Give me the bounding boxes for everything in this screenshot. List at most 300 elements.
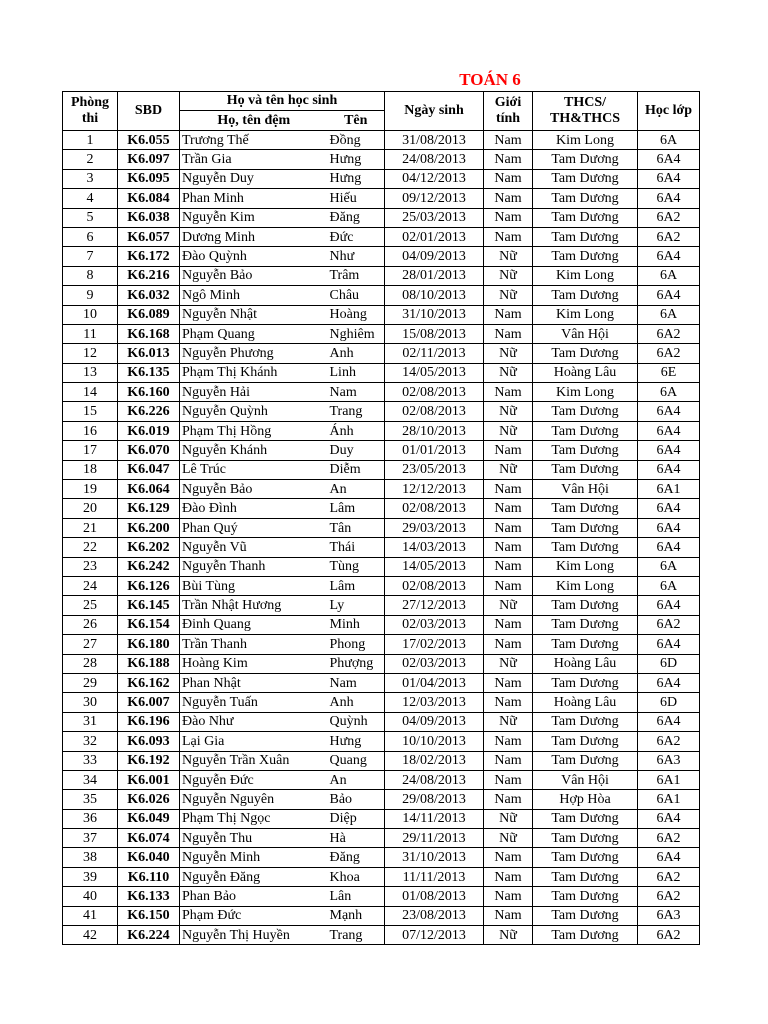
cell-ten: Diệp xyxy=(328,809,385,828)
cell-phong-thi: 12 xyxy=(63,344,118,363)
student-table xyxy=(62,91,700,945)
cell-sbd: K6.162 xyxy=(118,673,180,692)
cell-hoc-lop: 6A1 xyxy=(638,790,700,809)
table-row xyxy=(63,829,700,848)
cell-sbd: K6.110 xyxy=(118,867,180,886)
table-row xyxy=(63,480,700,499)
header-phong-thi: Phòng thi xyxy=(63,92,118,131)
cell-ngay-sinh: 15/08/2013 xyxy=(385,324,484,343)
cell-ten: Anh xyxy=(328,693,385,712)
table-row xyxy=(63,557,700,576)
cell-gioi-tinh: Nữ xyxy=(484,344,533,363)
cell-ngay-sinh: 02/11/2013 xyxy=(385,344,484,363)
cell-ngay-sinh: 02/01/2013 xyxy=(385,227,484,246)
cell-ten: Phong xyxy=(328,635,385,654)
cell-ngay-sinh: 01/01/2013 xyxy=(385,441,484,460)
cell-phong-thi: 13 xyxy=(63,363,118,382)
cell-ngay-sinh: 01/04/2013 xyxy=(385,673,484,692)
cell-ngay-sinh: 28/10/2013 xyxy=(385,421,484,440)
cell-ten: Duy xyxy=(328,441,385,460)
cell-truong: Tam Dương xyxy=(533,887,638,906)
table-row xyxy=(63,441,700,460)
cell-gioi-tinh: Nữ xyxy=(484,421,533,440)
cell-sbd: K6.040 xyxy=(118,848,180,867)
cell-sbd: K6.074 xyxy=(118,829,180,848)
cell-ho-ten-dem: Nguyễn Trần Xuân xyxy=(180,751,328,770)
table-row xyxy=(63,324,700,343)
cell-hoc-lop: 6A2 xyxy=(638,732,700,751)
table-row xyxy=(63,867,700,886)
cell-ten: Nam xyxy=(328,383,385,402)
cell-truong: Kim Long xyxy=(533,305,638,324)
cell-hoc-lop: 6A1 xyxy=(638,480,700,499)
cell-hoc-lop: 6A2 xyxy=(638,829,700,848)
cell-phong-thi: 23 xyxy=(63,557,118,576)
cell-phong-thi: 5 xyxy=(63,208,118,227)
table-row xyxy=(63,402,700,421)
cell-gioi-tinh: Nữ xyxy=(484,712,533,731)
cell-truong: Tam Dương xyxy=(533,615,638,634)
title-text: TOÁN 6 xyxy=(459,70,521,89)
cell-hoc-lop: 6A2 xyxy=(638,887,700,906)
cell-ngay-sinh: 17/02/2013 xyxy=(385,635,484,654)
cell-truong: Tam Dương xyxy=(533,421,638,440)
cell-truong: Tam Dương xyxy=(533,189,638,208)
table-row xyxy=(63,227,700,246)
cell-hoc-lop: 6D xyxy=(638,654,700,673)
cell-ngay-sinh: 28/01/2013 xyxy=(385,266,484,285)
cell-ho-ten-dem: Nguyễn Bảo xyxy=(180,480,328,499)
header-ngay-sinh: Ngày sinh xyxy=(385,92,484,131)
cell-hoc-lop: 6A xyxy=(638,576,700,595)
cell-ho-ten-dem: Nguyễn Nguyên xyxy=(180,790,328,809)
cell-truong: Tam Dương xyxy=(533,809,638,828)
cell-ho-ten-dem: Đinh Quang xyxy=(180,615,328,634)
cell-phong-thi: 15 xyxy=(63,402,118,421)
cell-phong-thi: 29 xyxy=(63,673,118,692)
cell-sbd: K6.226 xyxy=(118,402,180,421)
cell-ho-ten-dem: Đào Như xyxy=(180,712,328,731)
cell-ngay-sinh: 24/08/2013 xyxy=(385,770,484,789)
cell-gioi-tinh: Nam xyxy=(484,635,533,654)
cell-phong-thi: 33 xyxy=(63,751,118,770)
cell-ngay-sinh: 11/11/2013 xyxy=(385,867,484,886)
cell-sbd: K6.172 xyxy=(118,247,180,266)
table-row xyxy=(63,596,700,615)
cell-gioi-tinh: Nam xyxy=(484,499,533,518)
cell-hoc-lop: 6A4 xyxy=(638,635,700,654)
cell-ho-ten-dem: Nguyễn Bảo xyxy=(180,266,328,285)
cell-gioi-tinh: Nam xyxy=(484,480,533,499)
cell-hoc-lop: 6A4 xyxy=(638,189,700,208)
table-row xyxy=(63,732,700,751)
cell-ho-ten-dem: Phan Nhật xyxy=(180,673,328,692)
table-row xyxy=(63,518,700,537)
cell-gioi-tinh: Nữ xyxy=(484,286,533,305)
cell-ngay-sinh: 18/02/2013 xyxy=(385,751,484,770)
cell-sbd: K6.126 xyxy=(118,576,180,595)
cell-phong-thi: 4 xyxy=(63,189,118,208)
cell-gioi-tinh: Nam xyxy=(484,751,533,770)
cell-ten: Châu xyxy=(328,286,385,305)
cell-phong-thi: 32 xyxy=(63,732,118,751)
cell-sbd: K6.160 xyxy=(118,383,180,402)
cell-gioi-tinh: Nam xyxy=(484,887,533,906)
cell-phong-thi: 26 xyxy=(63,615,118,634)
cell-ten: Hưng xyxy=(328,150,385,169)
table-row xyxy=(63,208,700,227)
cell-truong: Tam Dương xyxy=(533,460,638,479)
cell-phong-thi: 3 xyxy=(63,169,118,188)
cell-truong: Tam Dương xyxy=(533,673,638,692)
cell-gioi-tinh: Nam xyxy=(484,848,533,867)
cell-gioi-tinh: Nam xyxy=(484,538,533,557)
cell-ngay-sinh: 14/05/2013 xyxy=(385,557,484,576)
cell-sbd: K6.095 xyxy=(118,169,180,188)
cell-hoc-lop: 6A xyxy=(638,305,700,324)
cell-truong: Tam Dương xyxy=(533,732,638,751)
cell-ten: Quỳnh xyxy=(328,712,385,731)
cell-phong-thi: 42 xyxy=(63,926,118,945)
cell-ho-ten-dem: Trần Gia xyxy=(180,150,328,169)
cell-phong-thi: 24 xyxy=(63,576,118,595)
cell-phong-thi: 28 xyxy=(63,654,118,673)
cell-phong-thi: 16 xyxy=(63,421,118,440)
cell-phong-thi: 41 xyxy=(63,906,118,925)
cell-ho-ten-dem: Nguyễn Hải xyxy=(180,383,328,402)
cell-phong-thi: 2 xyxy=(63,150,118,169)
cell-hoc-lop: 6A1 xyxy=(638,770,700,789)
table-row xyxy=(63,926,700,945)
cell-phong-thi: 36 xyxy=(63,809,118,828)
cell-phong-thi: 17 xyxy=(63,441,118,460)
table-row xyxy=(63,286,700,305)
cell-sbd: K6.038 xyxy=(118,208,180,227)
cell-ngay-sinh: 02/08/2013 xyxy=(385,499,484,518)
cell-truong: Kim Long xyxy=(533,131,638,150)
table-row xyxy=(63,751,700,770)
cell-truong: Tam Dương xyxy=(533,208,638,227)
cell-ten: An xyxy=(328,770,385,789)
cell-ngay-sinh: 25/03/2013 xyxy=(385,208,484,227)
cell-ho-ten-dem: Phan Bảo xyxy=(180,887,328,906)
cell-sbd: K6.026 xyxy=(118,790,180,809)
cell-phong-thi: 25 xyxy=(63,596,118,615)
cell-hoc-lop: 6A4 xyxy=(638,169,700,188)
cell-ho-ten-dem: Nguyễn Tuấn xyxy=(180,693,328,712)
cell-ngay-sinh: 31/08/2013 xyxy=(385,131,484,150)
cell-ngay-sinh: 29/08/2013 xyxy=(385,790,484,809)
cell-ngay-sinh: 10/10/2013 xyxy=(385,732,484,751)
table-row xyxy=(63,460,700,479)
cell-sbd: K6.192 xyxy=(118,751,180,770)
page-title xyxy=(0,70,768,90)
cell-ho-ten-dem: Nguyễn Kim xyxy=(180,208,328,227)
cell-ho-ten-dem: Ngô Minh xyxy=(180,286,328,305)
cell-gioi-tinh: Nữ xyxy=(484,829,533,848)
cell-phong-thi: 35 xyxy=(63,790,118,809)
cell-truong: Tam Dương xyxy=(533,926,638,945)
table-row xyxy=(63,906,700,925)
cell-truong: Tam Dương xyxy=(533,150,638,169)
table-row xyxy=(63,538,700,557)
table-row xyxy=(63,266,700,285)
cell-hoc-lop: 6A2 xyxy=(638,344,700,363)
cell-ten: Tân xyxy=(328,518,385,537)
cell-ngay-sinh: 29/03/2013 xyxy=(385,518,484,537)
cell-gioi-tinh: Nam xyxy=(484,324,533,343)
cell-truong: Hoàng Lâu xyxy=(533,363,638,382)
cell-ngay-sinh: 31/10/2013 xyxy=(385,848,484,867)
table-row xyxy=(63,363,700,382)
cell-phong-thi: 9 xyxy=(63,286,118,305)
cell-ngay-sinh: 09/12/2013 xyxy=(385,189,484,208)
cell-phong-thi: 14 xyxy=(63,383,118,402)
table-row xyxy=(63,131,700,150)
cell-truong: Tam Dương xyxy=(533,538,638,557)
cell-truong: Tam Dương xyxy=(533,286,638,305)
table-row xyxy=(63,189,700,208)
cell-gioi-tinh: Nam xyxy=(484,906,533,925)
cell-phong-thi: 30 xyxy=(63,693,118,712)
cell-ho-ten-dem: Trần Nhật Hương xyxy=(180,596,328,615)
cell-gioi-tinh: Nam xyxy=(484,693,533,712)
cell-hoc-lop: 6A4 xyxy=(638,499,700,518)
cell-ten: Hiếu xyxy=(328,189,385,208)
cell-gioi-tinh: Nam xyxy=(484,189,533,208)
table-row xyxy=(63,712,700,731)
cell-hoc-lop: 6A4 xyxy=(638,150,700,169)
cell-phong-thi: 31 xyxy=(63,712,118,731)
cell-ho-ten-dem: Nguyễn Đăng xyxy=(180,867,328,886)
cell-gioi-tinh: Nữ xyxy=(484,460,533,479)
cell-ten: Lâm xyxy=(328,499,385,518)
cell-ho-ten-dem: Nguyễn Thị Huyền xyxy=(180,926,328,945)
cell-phong-thi: 22 xyxy=(63,538,118,557)
cell-ngay-sinh: 23/05/2013 xyxy=(385,460,484,479)
cell-gioi-tinh: Nữ xyxy=(484,247,533,266)
cell-ngay-sinh: 29/11/2013 xyxy=(385,829,484,848)
cell-truong: Tam Dương xyxy=(533,441,638,460)
table-row xyxy=(63,790,700,809)
cell-truong: Tam Dương xyxy=(533,848,638,867)
cell-ho-ten-dem: Phạm Thị Khánh xyxy=(180,363,328,382)
cell-gioi-tinh: Nam xyxy=(484,732,533,751)
header-sbd: SBD xyxy=(118,92,180,131)
cell-hoc-lop: 6A4 xyxy=(638,848,700,867)
cell-hoc-lop: 6A4 xyxy=(638,460,700,479)
cell-ho-ten-dem: Nguyễn Đức xyxy=(180,770,328,789)
cell-sbd: K6.089 xyxy=(118,305,180,324)
cell-sbd: K6.064 xyxy=(118,480,180,499)
cell-ngay-sinh: 01/08/2013 xyxy=(385,887,484,906)
cell-truong: Tam Dương xyxy=(533,751,638,770)
cell-truong: Tam Dương xyxy=(533,499,638,518)
cell-gioi-tinh: Nữ xyxy=(484,926,533,945)
cell-gioi-tinh: Nữ xyxy=(484,266,533,285)
cell-gioi-tinh: Nam xyxy=(484,673,533,692)
cell-ho-ten-dem: Phạm Đức xyxy=(180,906,328,925)
cell-gioi-tinh: Nam xyxy=(484,227,533,246)
table-body xyxy=(63,131,700,945)
cell-hoc-lop: 6A2 xyxy=(638,227,700,246)
cell-gioi-tinh: Nam xyxy=(484,150,533,169)
cell-gioi-tinh: Nam xyxy=(484,383,533,402)
cell-gioi-tinh: Nam xyxy=(484,169,533,188)
cell-truong: Kim Long xyxy=(533,576,638,595)
cell-truong: Vân Hội xyxy=(533,324,638,343)
cell-truong: Vân Hội xyxy=(533,770,638,789)
cell-hoc-lop: 6A xyxy=(638,131,700,150)
cell-sbd: K6.200 xyxy=(118,518,180,537)
cell-gioi-tinh: Nam xyxy=(484,305,533,324)
header-gioi-tinh: Giới tính xyxy=(484,92,533,131)
table-row xyxy=(63,693,700,712)
cell-truong: Tam Dương xyxy=(533,596,638,615)
cell-truong: Tam Dương xyxy=(533,344,638,363)
cell-hoc-lop: 6A4 xyxy=(638,596,700,615)
cell-gioi-tinh: Nam xyxy=(484,441,533,460)
cell-ten: Lân xyxy=(328,887,385,906)
cell-gioi-tinh: Nữ xyxy=(484,654,533,673)
table-row xyxy=(63,635,700,654)
cell-hoc-lop: 6A2 xyxy=(638,208,700,227)
cell-ten: Trang xyxy=(328,402,385,421)
cell-gioi-tinh: Nữ xyxy=(484,402,533,421)
cell-ten: Hưng xyxy=(328,732,385,751)
cell-truong: Tam Dương xyxy=(533,712,638,731)
table-row xyxy=(63,421,700,440)
cell-ten: Đăng xyxy=(328,208,385,227)
cell-hoc-lop: 6A3 xyxy=(638,751,700,770)
cell-truong: Tam Dương xyxy=(533,867,638,886)
table-row xyxy=(63,576,700,595)
cell-ho-ten-dem: Nguyễn Thu xyxy=(180,829,328,848)
header-hoc-lop: Học lớp xyxy=(638,92,700,131)
cell-sbd: K6.150 xyxy=(118,906,180,925)
cell-ho-ten-dem: Phan Minh xyxy=(180,189,328,208)
cell-ten: Đức xyxy=(328,227,385,246)
cell-ngay-sinh: 12/12/2013 xyxy=(385,480,484,499)
cell-sbd: K6.135 xyxy=(118,363,180,382)
cell-phong-thi: 8 xyxy=(63,266,118,285)
cell-hoc-lop: 6A4 xyxy=(638,441,700,460)
cell-ho-ten-dem: Nguyễn Thanh xyxy=(180,557,328,576)
cell-gioi-tinh: Nam xyxy=(484,867,533,886)
cell-hoc-lop: 6A4 xyxy=(638,712,700,731)
cell-ngay-sinh: 14/05/2013 xyxy=(385,363,484,382)
cell-sbd: K6.154 xyxy=(118,615,180,634)
table-row xyxy=(63,169,700,188)
cell-sbd: K6.129 xyxy=(118,499,180,518)
cell-truong: Kim Long xyxy=(533,266,638,285)
cell-ten: Ly xyxy=(328,596,385,615)
cell-sbd: K6.007 xyxy=(118,693,180,712)
cell-phong-thi: 10 xyxy=(63,305,118,324)
cell-gioi-tinh: Nam xyxy=(484,518,533,537)
table-row xyxy=(63,887,700,906)
cell-sbd: K6.097 xyxy=(118,150,180,169)
table-row xyxy=(63,247,700,266)
cell-ho-ten-dem: Phạm Thị Hồng xyxy=(180,421,328,440)
cell-sbd: K6.019 xyxy=(118,421,180,440)
cell-ho-ten-dem: Nguyễn Khánh xyxy=(180,441,328,460)
cell-sbd: K6.001 xyxy=(118,770,180,789)
cell-ten: Minh xyxy=(328,615,385,634)
cell-phong-thi: 38 xyxy=(63,848,118,867)
cell-ten: Trang xyxy=(328,926,385,945)
cell-ngay-sinh: 07/12/2013 xyxy=(385,926,484,945)
cell-truong: Tam Dương xyxy=(533,402,638,421)
cell-phong-thi: 39 xyxy=(63,867,118,886)
cell-phong-thi: 40 xyxy=(63,887,118,906)
cell-phong-thi: 37 xyxy=(63,829,118,848)
cell-ngay-sinh: 02/08/2013 xyxy=(385,576,484,595)
cell-sbd: K6.180 xyxy=(118,635,180,654)
cell-ho-ten-dem: Hoàng Kim xyxy=(180,654,328,673)
cell-ten: Ánh xyxy=(328,421,385,440)
cell-hoc-lop: 6D xyxy=(638,693,700,712)
cell-truong: Hợp Hòa xyxy=(533,790,638,809)
cell-sbd: K6.013 xyxy=(118,344,180,363)
cell-gioi-tinh: Nam xyxy=(484,131,533,150)
table-row xyxy=(63,305,700,324)
cell-gioi-tinh: Nam xyxy=(484,790,533,809)
cell-phong-thi: 1 xyxy=(63,131,118,150)
cell-sbd: K6.168 xyxy=(118,324,180,343)
cell-truong: Kim Long xyxy=(533,557,638,576)
cell-ten: Đồng xyxy=(328,131,385,150)
cell-ngay-sinh: 02/08/2013 xyxy=(385,402,484,421)
cell-ho-ten-dem: Nguyễn Nhật xyxy=(180,305,328,324)
table-row xyxy=(63,615,700,634)
cell-ten: Anh xyxy=(328,344,385,363)
cell-hoc-lop: 6A4 xyxy=(638,421,700,440)
cell-hoc-lop: 6A4 xyxy=(638,809,700,828)
cell-gioi-tinh: Nam xyxy=(484,576,533,595)
cell-hoc-lop: 6A2 xyxy=(638,324,700,343)
cell-ho-ten-dem: Trương Thế xyxy=(180,131,328,150)
cell-ho-ten-dem: Đào Đình xyxy=(180,499,328,518)
cell-ten: Quang xyxy=(328,751,385,770)
cell-phong-thi: 27 xyxy=(63,635,118,654)
cell-ten: Đăng xyxy=(328,848,385,867)
cell-ten: Như xyxy=(328,247,385,266)
table-row xyxy=(63,499,700,518)
cell-sbd: K6.202 xyxy=(118,538,180,557)
cell-ten: Tùng xyxy=(328,557,385,576)
cell-truong: Tam Dương xyxy=(533,227,638,246)
cell-ho-ten-dem: Trần Thanh xyxy=(180,635,328,654)
cell-ten: Nam xyxy=(328,673,385,692)
cell-sbd: K6.242 xyxy=(118,557,180,576)
cell-phong-thi: 19 xyxy=(63,480,118,499)
cell-sbd: K6.133 xyxy=(118,887,180,906)
cell-truong: Kim Long xyxy=(533,383,638,402)
cell-ten: Thái xyxy=(328,538,385,557)
cell-sbd: K6.145 xyxy=(118,596,180,615)
cell-sbd: K6.216 xyxy=(118,266,180,285)
cell-sbd: K6.188 xyxy=(118,654,180,673)
cell-ten: Lâm xyxy=(328,576,385,595)
cell-phong-thi: 34 xyxy=(63,770,118,789)
cell-truong: Vân Hội xyxy=(533,480,638,499)
cell-gioi-tinh: Nam xyxy=(484,557,533,576)
cell-hoc-lop: 6A4 xyxy=(638,518,700,537)
cell-gioi-tinh: Nữ xyxy=(484,363,533,382)
table-row xyxy=(63,809,700,828)
cell-ten: Khoa xyxy=(328,867,385,886)
